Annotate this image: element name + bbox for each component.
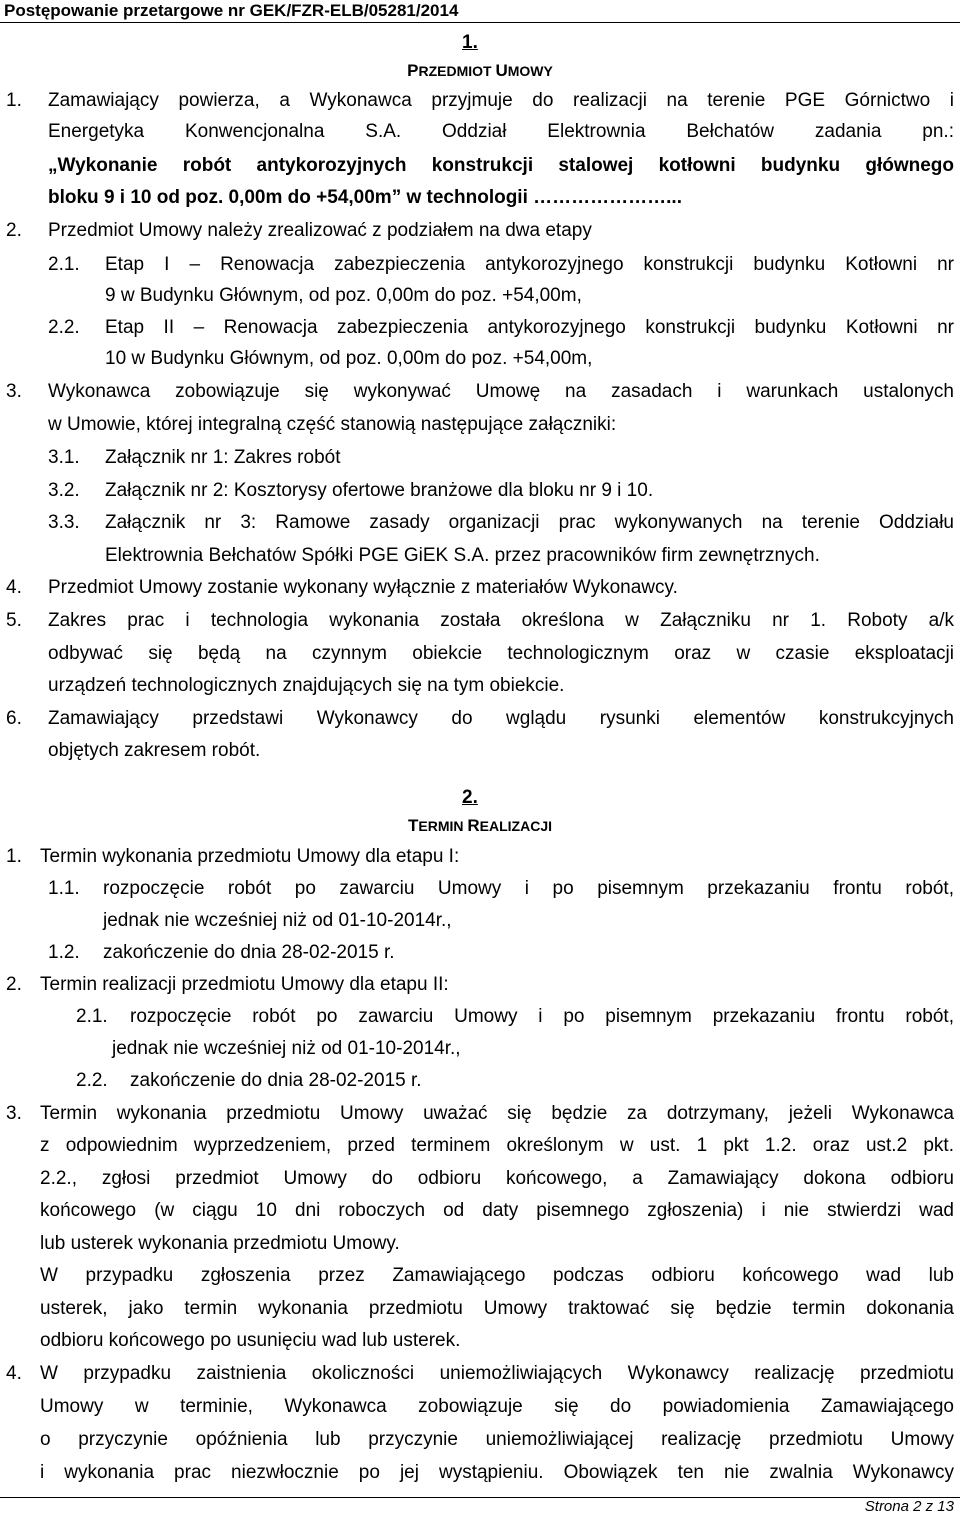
s1-item1-line1: Zamawiający powierza, a Wykonawca przyjmuje do realizacji na terenie PGE Górnictwo i <box>48 90 954 111</box>
s1-item4-num: 4. <box>6 577 22 598</box>
s2-item3-line7: usterek, jako termin wykonania przedmiotu Umowy traktować się będzie termin dokonania <box>40 1298 954 1319</box>
s2-item22-line1: zakończenie do dnia 28-02-2015 r. <box>130 1070 422 1091</box>
s1-item6-line2: objętych zakresem robót. <box>48 740 261 761</box>
header-title: Postępowanie przetargowe nr GEK/FZR-ELB/05281/2014 <box>4 1 459 20</box>
s1-item32-line1: Załącznik nr 2: Kosztorysy ofertowe branżowe dla bloku nr 9 i 10. <box>105 480 654 501</box>
s2-item2-line1: Termin realizacji przedmiotu Umowy dla etapu II: <box>40 974 449 995</box>
s1-item31-line1: Załącznik nr 1: Zakres robót <box>105 447 341 468</box>
s1-item1-line3: „Wykonanie robót antykorozyjnych konstrukcji stalowej kotłowni budynku głównego <box>48 155 954 176</box>
s1-item33-line2: Elektrownia Bełchatów Spółki PGE GiEK S.A. przez pracowników firm zewnętrznych. <box>105 545 820 566</box>
s2-item3-line1: Termin wykonania przedmiotu Umowy uważać się będzie za dotrzymany, jeżeli Wykonawca <box>40 1103 954 1124</box>
s1-item5-num: 5. <box>6 610 22 631</box>
s1-item6-num: 6. <box>6 708 22 729</box>
s2-item3-line5: lub usterek wykonania przedmiotu Umowy. <box>40 1233 400 1254</box>
s2-item21-line1: rozpoczęcie robót po zawarciu Umowy i po pisemnym przekazaniu frontu robót, <box>130 1006 954 1027</box>
s2-item2-num: 2. <box>6 974 22 995</box>
s2-item3-line6: W przypadku zgłoszenia przez Zamawiającego podczas odbioru końcowego wad lub <box>40 1265 954 1286</box>
s2-item3-num: 3. <box>6 1103 22 1124</box>
s1-item5-line3: urządzeń technologicznych znajdujących się na tym obiekcie. <box>48 675 565 696</box>
section-1-title: PRZEDMIOT UMOWY <box>407 61 553 80</box>
s1-item22-num: 2.2. <box>48 317 80 338</box>
header-rule <box>0 22 960 23</box>
s1-item6-line1: Zamawiający przedstawi Wykonawcy do wglądu rysunki elementów konstrukcyjnych <box>48 708 954 729</box>
s2-item4-line4: i wykonania prac niezwłocznie po jej wystąpieniu. Obowiązek ten nie zwalnia Wykonawcy <box>40 1462 954 1483</box>
section-1-number: 1. <box>462 32 478 53</box>
s1-item2-line1: Przedmiot Umowy należy zrealizować z podziałem na dwa etapy <box>48 220 592 241</box>
s2-item12-num: 1.2. <box>48 942 80 963</box>
s2-item4-line2: Umowy w terminie, Wykonawca zobowiązuje się do powiadomienia Zamawiającego <box>40 1396 954 1417</box>
s1-item3-num: 3. <box>6 381 22 402</box>
s1-item32-num: 3.2. <box>48 480 80 501</box>
s1-item1-line4: bloku 9 i 10 od poz. 0,00m do +54,00m” w technologii …………………... <box>48 187 682 208</box>
s2-item11-line1: rozpoczęcie robót po zawarciu Umowy i po pisemnym przekazaniu frontu robót, <box>103 878 954 899</box>
s2-item3-line8: odbioru końcowego po usunięciu wad lub usterek. <box>40 1330 461 1351</box>
s2-item11-line2: jednak nie wcześniej niż od 01-10-2014r., <box>103 910 452 931</box>
s2-item12-line1: zakończenie do dnia 28-02-2015 r. <box>103 942 395 963</box>
section-2-title: TERMIN REALIZACJI <box>407 816 552 835</box>
s1-item22-line2: 10 w Budynku Głównym, od poz. 0,00m do poz. +54,00m, <box>105 348 593 369</box>
s1-item21-line1: Etap I – Renowacja zabezpieczenia antykorozyjnego konstrukcji budynku Kotłowni nr <box>105 254 954 275</box>
s1-item21-line2: 9 w Budynku Głównym, od poz. 0,00m do poz. +54,00m, <box>105 285 582 306</box>
s1-item3-line1: Wykonawca zobowiązuje się wykonywać Umowę na zasadach i warunkach ustalonych <box>48 381 954 402</box>
s1-item3-line2: w Umowie, której integralną część stanowią następujące załączniki: <box>48 414 617 435</box>
s1-item4-line1: Przedmiot Umowy zostanie wykonany wyłącznie z materiałów Wykonawcy. <box>48 577 678 598</box>
s2-item21-num: 2.1. <box>76 1006 108 1027</box>
s2-item3-line4: końcowego (w ciągu 10 dni roboczych od daty pisemnego zgłoszenia) i nie stwierdzi wad <box>40 1200 954 1221</box>
s1-item33-line1: Załącznik nr 3: Ramowe zasady organizacji prac wykonywanych na terenie Oddziału <box>105 512 954 533</box>
s1-item22-line1: Etap II – Renowacja zabezpieczenia antykorozyjnego konstrukcji budynku Kotłowni nr <box>105 317 954 338</box>
s1-item21-num: 2.1. <box>48 254 80 275</box>
s2-item4-line3: o przyczynie opóźnienia lub przyczynie uniemożliwiającej realizację przedmiotu Umowy <box>40 1429 954 1450</box>
s2-item1-num: 1. <box>6 846 22 867</box>
section-2-number: 2. <box>462 787 478 808</box>
footer-rule <box>0 1497 960 1498</box>
s1-item2-num: 2. <box>6 220 22 241</box>
page-number: Strona 2 z 13 <box>864 1498 954 1515</box>
s2-item4-num: 4. <box>6 1363 22 1384</box>
s2-item3-line2: z odpowiednim wyprzedzeniem, przed terminem określonym w ust. 1 pkt 1.2. oraz ust.2 pkt. <box>40 1135 954 1156</box>
s1-item1-num: 1. <box>6 90 22 111</box>
s2-item1-line1: Termin wykonania przedmiotu Umowy dla etapu I: <box>40 846 460 867</box>
s1-item5-line1: Zakres prac i technologia wykonania została określona w Załączniku nr 1. Roboty a/k <box>48 610 954 631</box>
s2-item4-line1: W przypadku zaistnienia okoliczności uniemożliwiających Wykonawcy realizację przedmiotu <box>40 1363 954 1384</box>
page-header <box>0 0 960 22</box>
s1-item33-num: 3.3. <box>48 512 80 533</box>
s1-item5-line2: odbywać się będą na czynnym obiekcie technologicznym oraz w czasie eksploatacji <box>48 643 954 664</box>
s2-item11-num: 1.1. <box>48 878 80 899</box>
s2-item22-num: 2.2. <box>76 1070 108 1091</box>
s2-item3-line3: 2.2., zgłosi przedmiot Umowy do odbioru końcowego, a Zamawiający dokona odbioru <box>40 1168 954 1189</box>
s1-item31-num: 3.1. <box>48 447 80 468</box>
s2-item21-line2: jednak nie wcześniej niż od 01-10-2014r., <box>112 1038 461 1059</box>
s1-item1-line2: Energetyka Konwencjonalna S.A. Oddział Elektrownia Bełchatów zadania pn.: <box>48 121 954 142</box>
